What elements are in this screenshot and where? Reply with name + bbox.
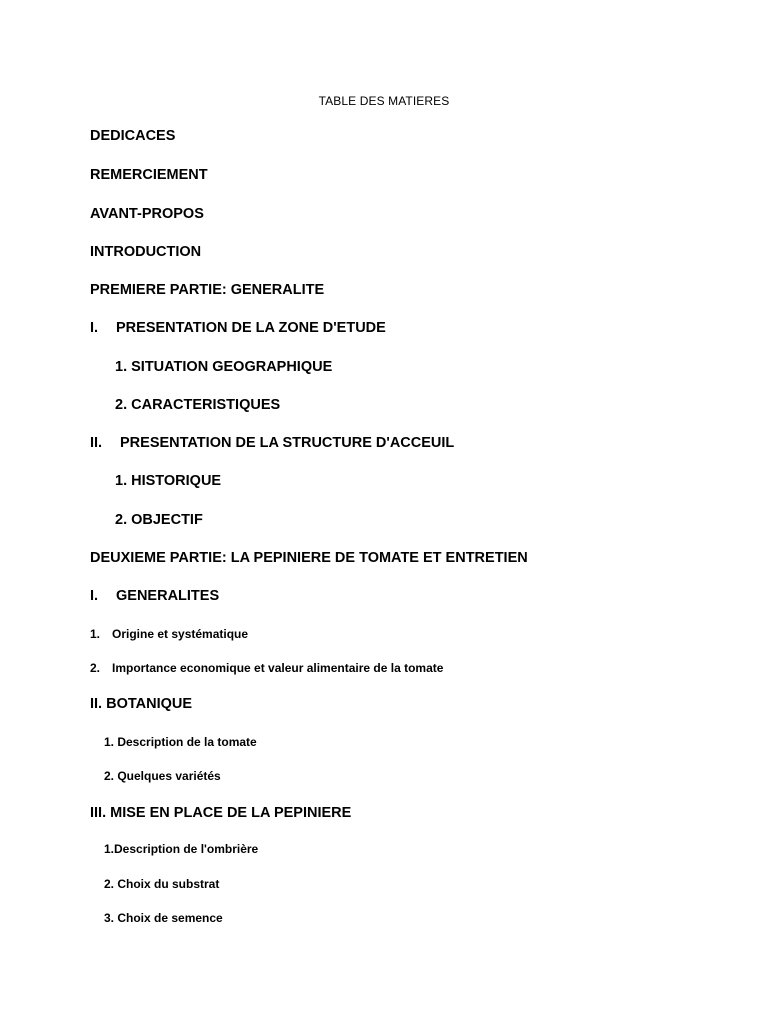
toc-entry-deuxieme-partie: [90, 550, 528, 566]
toc-entry-botanique: [90, 696, 192, 712]
toc-entry-substrat: [104, 877, 219, 891]
toc-entry-number: I.: [90, 588, 99, 604]
toc-entry-text: 2. CARACTERISTIQUES: [115, 397, 281, 413]
toc-entry-dedicaces: [90, 128, 175, 144]
toc-entry-avant-propos: [90, 206, 204, 222]
toc-entry-number: I.: [90, 320, 99, 336]
toc-entry-presentation-zone: [90, 320, 386, 336]
toc-entry-text: INTRODUCTION: [90, 244, 202, 260]
toc-entry-text: DEDICACES: [90, 128, 176, 144]
toc-entry-text: Importance economique et valeur alimentaire de la tomate: [112, 661, 444, 675]
toc-entry-text: PRESENTATION DE LA STRUCTURE D'ACCEUIL: [120, 435, 455, 451]
toc-entry-text: PREMIERE PARTIE: GENERALITE: [90, 282, 325, 298]
toc-entry-ombriere: [104, 842, 258, 856]
toc-entry-text: 2. Quelques variétés: [104, 769, 221, 783]
toc-entry-text: REMERCIEMENT: [90, 167, 208, 183]
toc-entry-number: 2.: [90, 661, 101, 675]
toc-entry-text: 2. OBJECTIF: [115, 512, 203, 528]
toc-entry-remerciement: [90, 167, 208, 183]
toc-entry-presentation-structure: [90, 435, 454, 451]
toc-entry-text: DEUXIEME PARTIE: LA PEPINIERE DE TOMATE ET ENTRETIEN: [90, 550, 528, 566]
toc-entry-text: 1. SITUATION GEOGRAPHIQUE: [115, 359, 333, 375]
toc-entry-text: III. MISE EN PLACE DE LA PEPINIERE: [90, 805, 352, 821]
toc-entry-text: 2. Choix du substrat: [104, 877, 220, 891]
toc-entry-text: AVANT-PROPOS: [90, 206, 204, 222]
toc-entry-text: 3. Choix de semence: [104, 911, 223, 925]
toc-entry-objectif: [115, 512, 203, 528]
toc-entry-origine: [90, 627, 248, 641]
toc-entry-number: 1.: [90, 627, 101, 641]
toc-entry-number: II.: [90, 435, 103, 451]
toc-entry-situation: [115, 359, 332, 375]
toc-entry-text: Origine et systématique: [112, 627, 249, 641]
toc-entry-text: 1.Description de l'ombrière: [104, 842, 259, 856]
toc-entry-varietes: [104, 769, 221, 783]
toc-entry-importance: [90, 661, 443, 675]
toc-entry-text: 1. Description de la tomate: [104, 735, 257, 749]
toc-entry-caracteristiques: [115, 397, 280, 413]
toc-entry-text: 1. HISTORIQUE: [115, 473, 222, 489]
toc-entry-premiere-partie: [90, 282, 324, 298]
toc-entry-text: GENERALITES: [116, 588, 220, 604]
toc-entry-historique: [115, 473, 221, 489]
toc-entry-text: II. BOTANIQUE: [90, 696, 193, 712]
toc-entry-text: PRESENTATION DE LA ZONE D'ETUDE: [116, 320, 386, 336]
toc-entry-semence: [104, 911, 223, 925]
toc-entry-introduction: [90, 244, 201, 260]
page-title: TABLE DES MATIERES: [318, 94, 450, 108]
toc-entry-description-tomate: [104, 735, 257, 749]
toc-entry-mise-en-place: [90, 805, 351, 821]
toc-entry-generalites: [90, 588, 219, 604]
